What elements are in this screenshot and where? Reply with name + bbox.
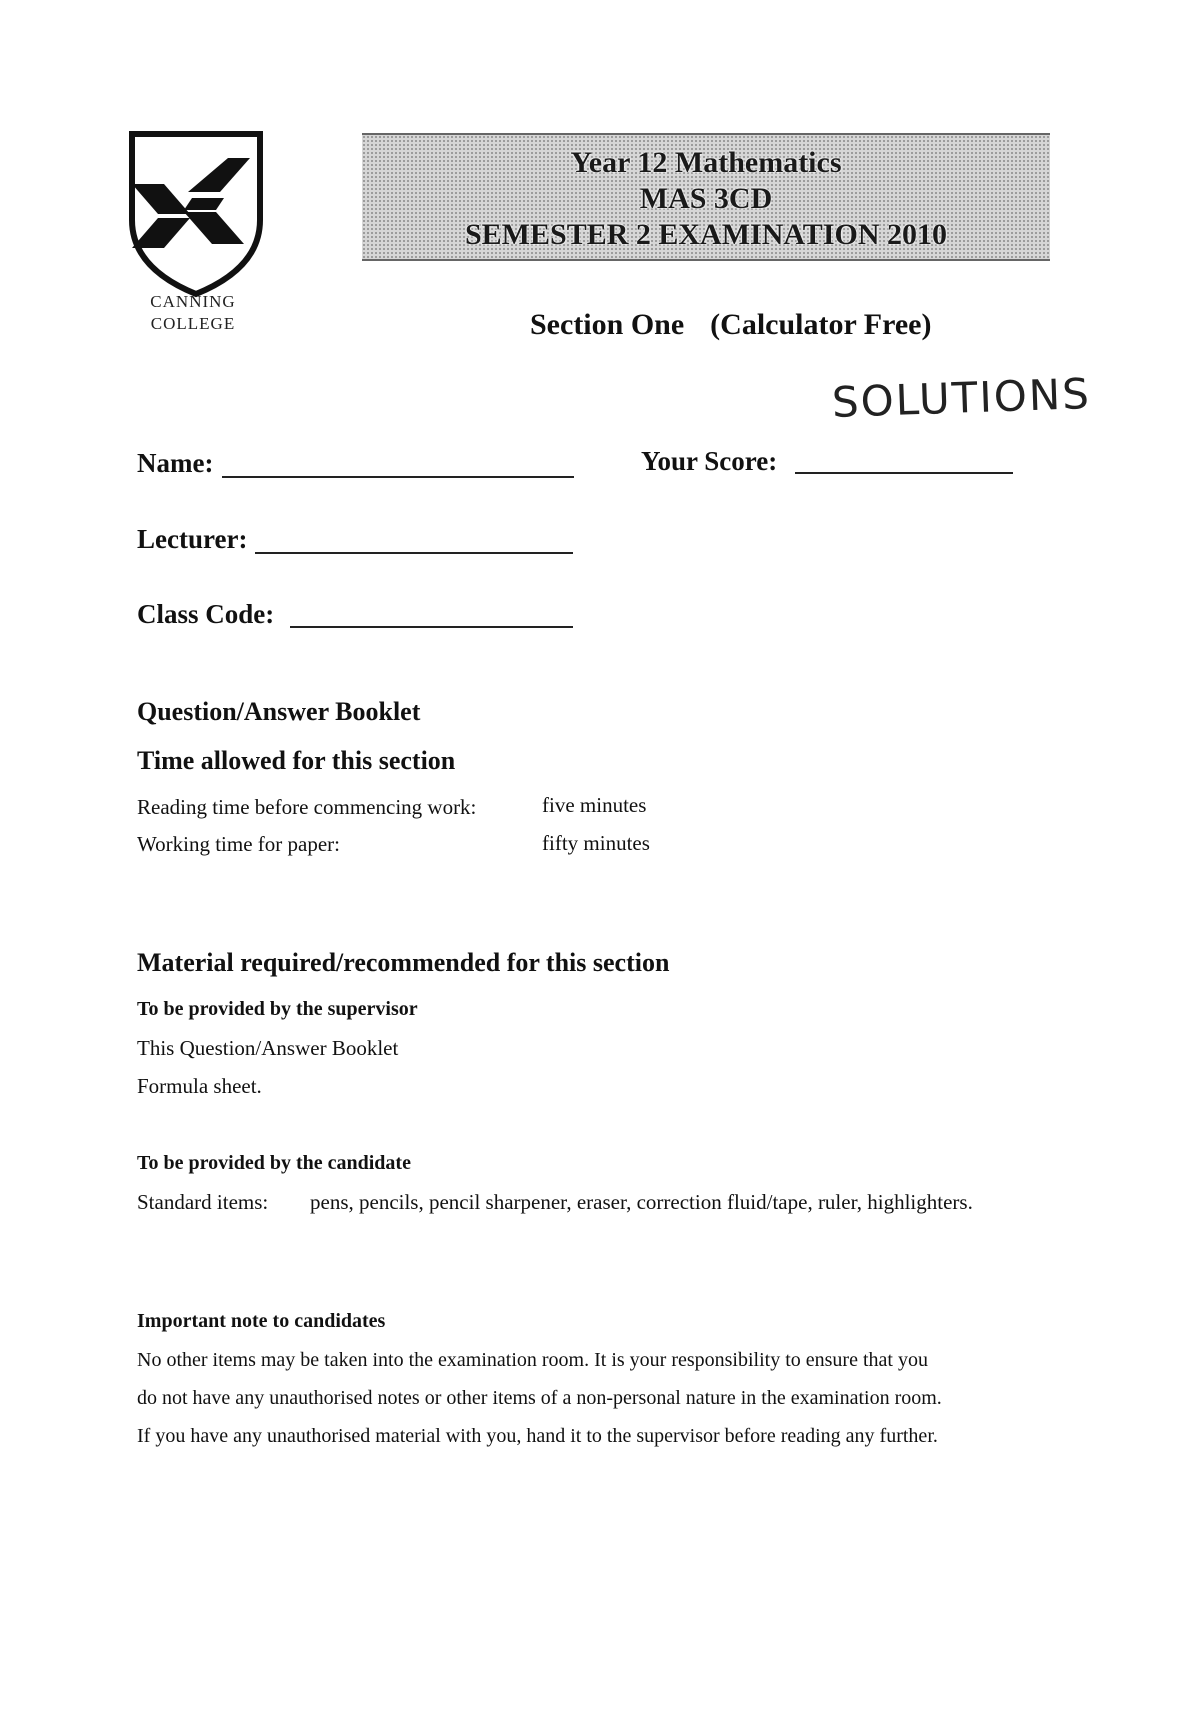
important-note-heading: Important note to candidates (137, 1310, 386, 1332)
class-code-field[interactable] (290, 624, 573, 628)
note-line: do not have any unauthorised notes or other items of a non-personal nature in the examination room. (137, 1387, 942, 1409)
title-line-subject: Year 12 Mathematics (570, 146, 842, 179)
title-line-course: MAS 3CD (639, 182, 773, 215)
section-name: Section One (530, 308, 685, 341)
note-line: No other items may be taken into the examination room. It is your responsibility to ensure that you (137, 1349, 928, 1371)
score-field[interactable] (795, 470, 1013, 474)
section-subtitle: (Calculator Free) (710, 308, 932, 341)
name-field[interactable] (222, 474, 574, 478)
canning-college-shield-logo (128, 128, 264, 298)
candidate-heading: To be provided by the candidate (137, 1152, 411, 1174)
score-label: Your Score: (641, 446, 778, 476)
lecturer-field[interactable] (255, 550, 573, 554)
working-time-label: Working time for paper: (137, 832, 340, 856)
handwritten-solutions-note: SOLUTIONS (831, 368, 1092, 427)
supervisor-item: This Question/Answer Booklet (137, 1036, 399, 1060)
reading-time-value: five minutes (542, 793, 647, 817)
note-line: If you have any unauthorised material with you, hand it to the supervisor before reading any further. (137, 1425, 938, 1447)
lecturer-label: Lecturer: (137, 524, 248, 554)
materials-heading: Material required/recommended for this section (137, 948, 670, 977)
logo-text-college: COLLEGE (150, 314, 236, 333)
section-heading (530, 308, 931, 342)
class-code-label: Class Code: (137, 599, 275, 629)
standard-items-list: pens, pencils, pencil sharpener, eraser, correction fluid/tape, ruler, highlighters. (310, 1190, 973, 1214)
time-allowed-heading: Time allowed for this section (137, 746, 456, 775)
reading-time-label: Reading time before commencing work: (137, 795, 477, 819)
booklet-heading: Question/Answer Booklet (137, 697, 421, 726)
title-line-exam: SEMESTER 2 EXAMINATION 2010 (464, 218, 947, 251)
name-label: Name: (137, 448, 214, 478)
supervisor-item: Formula sheet. (137, 1074, 262, 1098)
standard-items-label: Standard items: (137, 1190, 269, 1214)
working-time-value: fifty minutes (542, 831, 650, 855)
supervisor-heading: To be provided by the supervisor (137, 998, 418, 1020)
exam-title-banner (362, 133, 1050, 261)
logo-text-canning: CANNING (150, 292, 236, 311)
